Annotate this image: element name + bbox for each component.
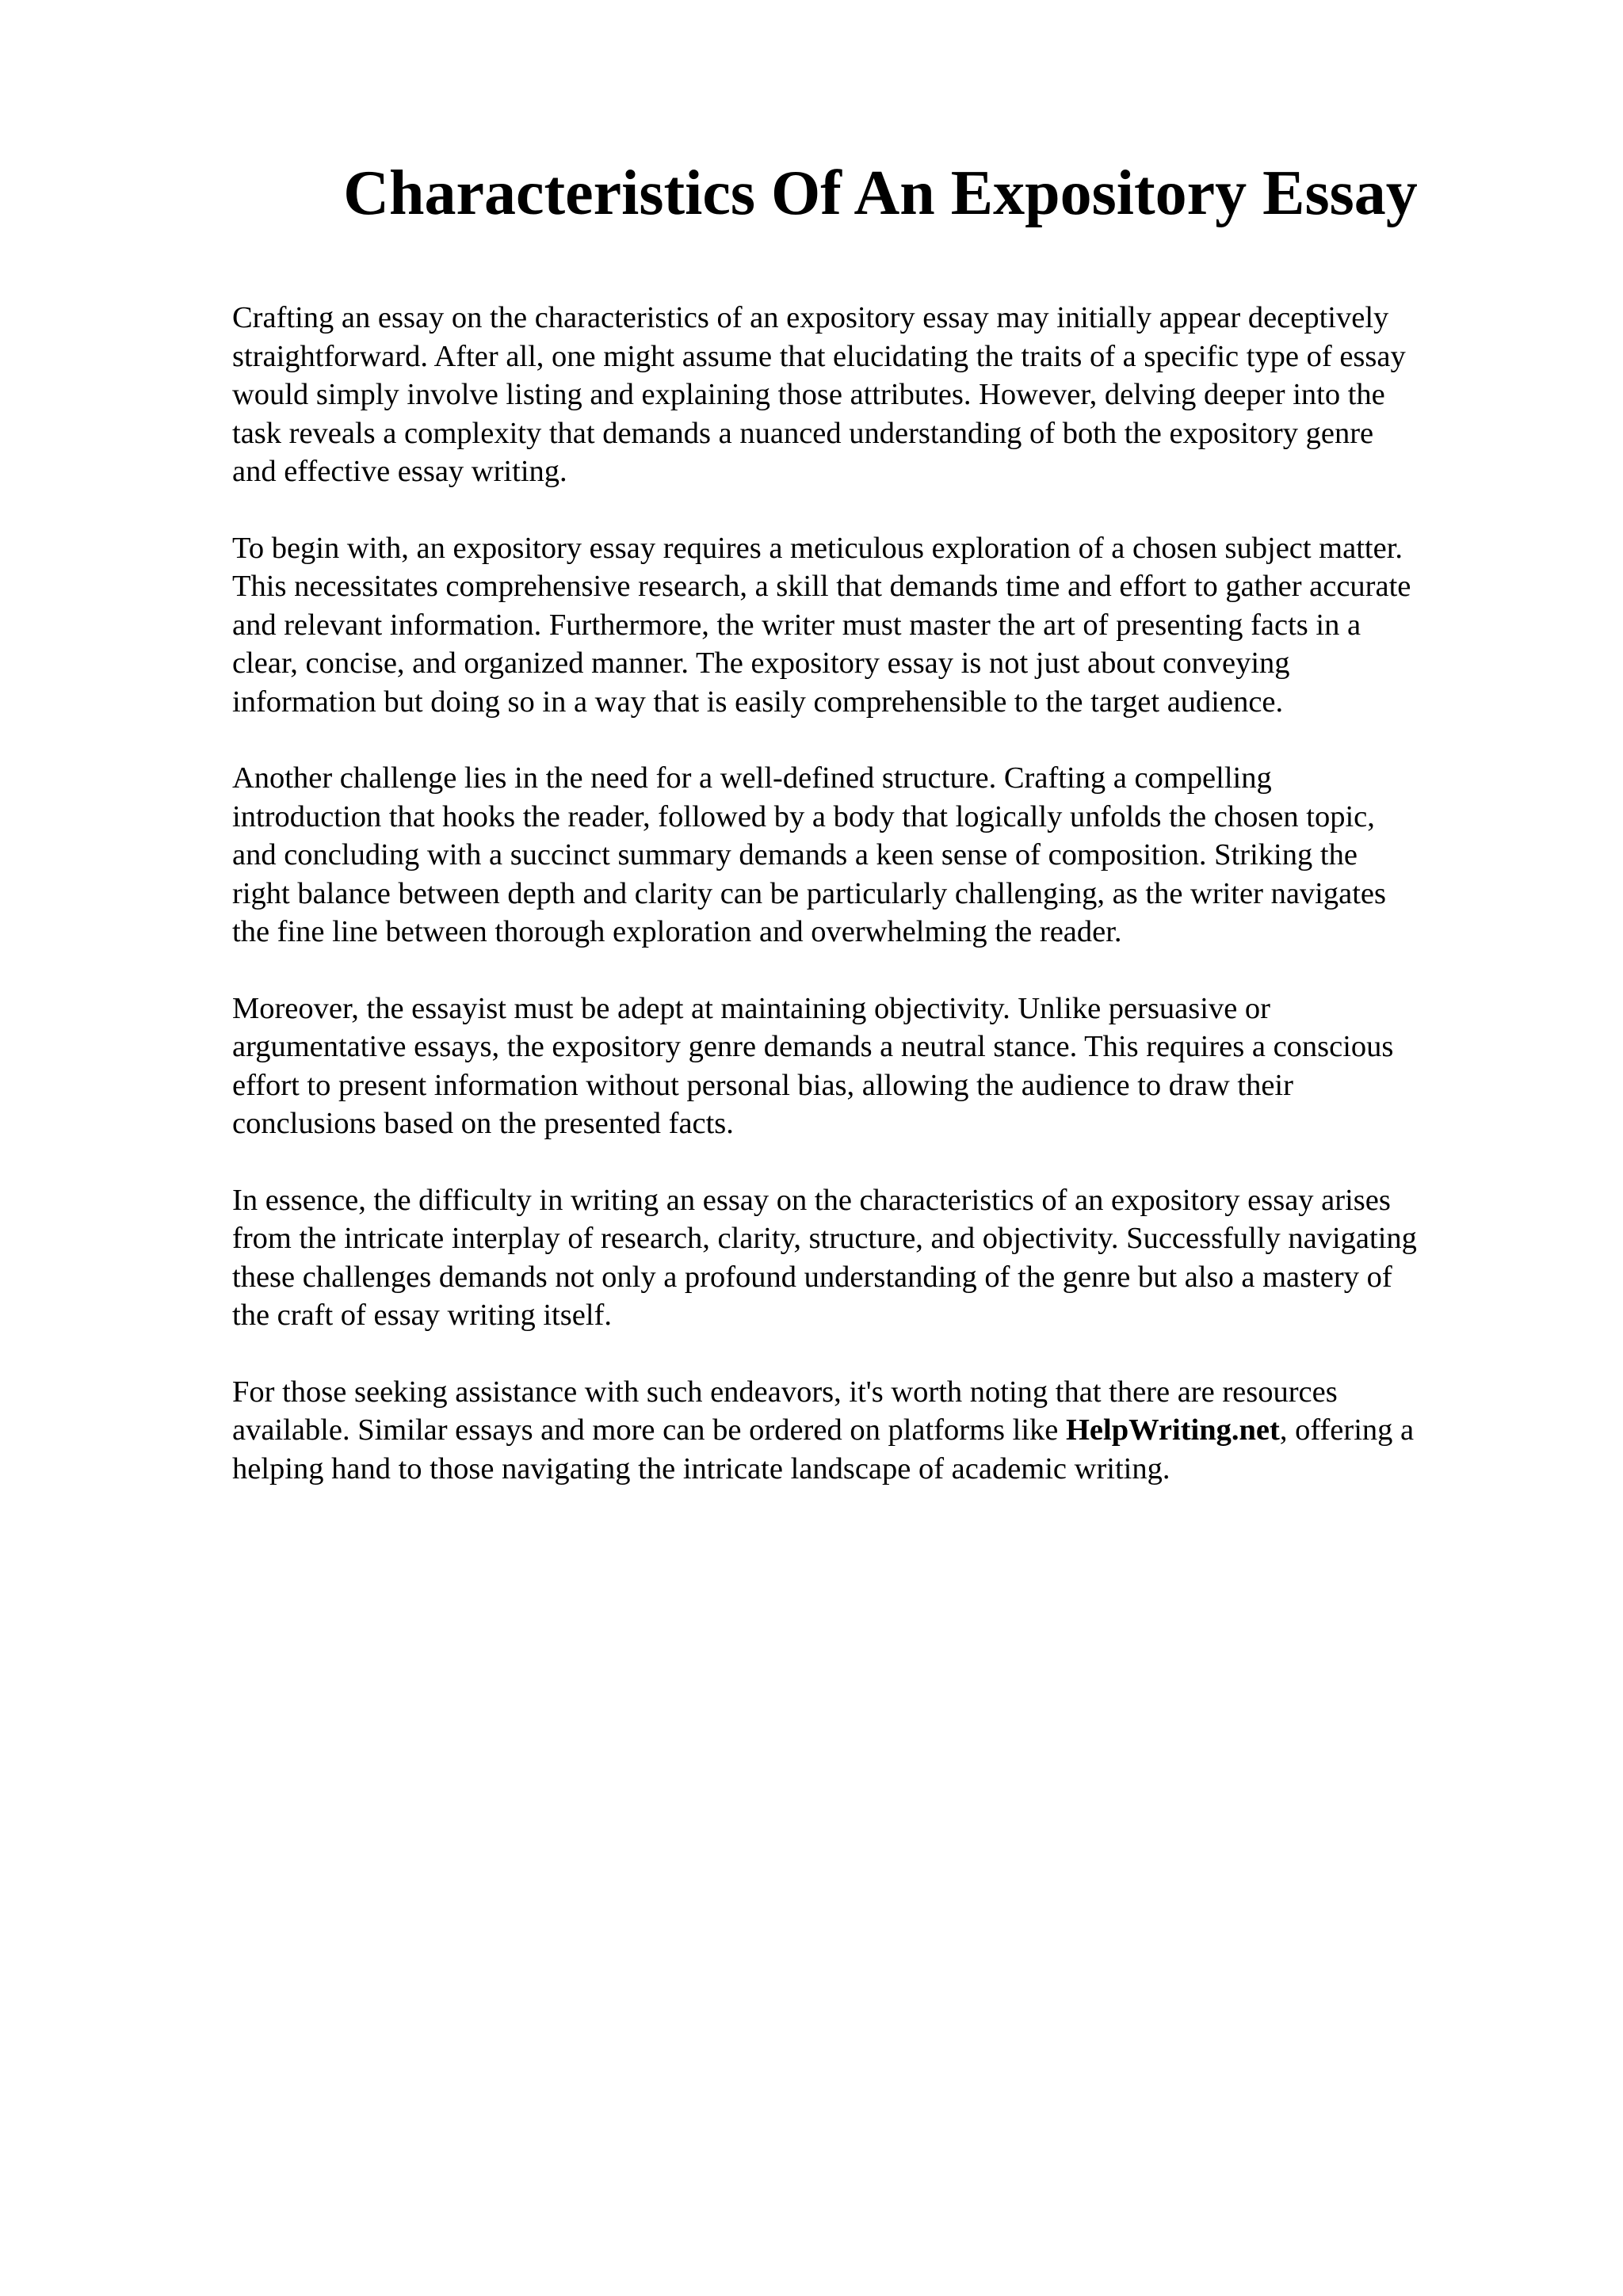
text-line: the craft of essay writing itself. (232, 1299, 612, 1332)
text-line: information but doing so in a way that is easily comprehensible to the target audience. (232, 685, 1284, 719)
paragraph-3 (232, 759, 1532, 952)
text-line: these challenges demands not only a profound understanding of the genre but also a mastery of (232, 1260, 1392, 1294)
text-line: would simply involve listing and explaining those attributes. However, delving deeper into the (232, 378, 1385, 411)
text-line: In essence, the difficulty in writing an essay on the characteristics of an expository essay arises (232, 1183, 1391, 1217)
text-line: clear, concise, and organized manner. The expository essay is not just about conveying (232, 646, 1290, 680)
text-line: and concluding with a succinct summary demands a keen sense of composition. Striking the (232, 838, 1358, 871)
text-line: and effective essay writing. (232, 455, 567, 488)
paragraph-2 (232, 529, 1532, 722)
closing-paragraph (232, 1373, 1532, 1489)
text-line: This necessitates comprehensive research, a skill that demands time and effort to gather accurate (232, 570, 1411, 603)
text-fragment: available. Similar essays and more can be ordered on platforms like (232, 1413, 1066, 1447)
text-line: effort to present information without personal bias, allowing the audience to draw their (232, 1068, 1293, 1102)
text-line: the fine line between thorough exploration and overwhelming the reader. (232, 915, 1122, 948)
document-body (232, 299, 1532, 1526)
document-title: Characteristics Of An Expository Essay (343, 158, 1418, 228)
paragraph-4 (232, 990, 1532, 1143)
text-line: from the intricate interplay of research, clarity, structure, and objectivity. Successfully navigating (232, 1222, 1417, 1255)
paragraph-1 (232, 299, 1532, 491)
text-fragment: , offering a (1279, 1413, 1415, 1447)
text-line: To begin with, an expository essay requires a meticulous exploration of a chosen subject matter. (232, 531, 1403, 565)
paragraph-5 (232, 1181, 1532, 1335)
text-line: and relevant information. Furthermore, the writer must master the art of presenting facts in a (232, 608, 1361, 642)
text-line: Crafting an essay on the characteristics of an expository essay may initially appear deceptively (232, 301, 1389, 334)
text-line: conclusions based on the presented facts. (232, 1107, 734, 1140)
text-line: task reveals a complexity that demands a nuanced understanding of both the expository genre (232, 416, 1374, 450)
helpwriting-brand-link[interactable]: HelpWriting.net (1065, 1413, 1280, 1447)
text-line: Another challenge lies in the need for a well-defined structure. Crafting a compelling (232, 761, 1272, 795)
text-line: argumentative essays, the expository genre demands a neutral stance. This requires a conscious (232, 1030, 1394, 1063)
text-line: helping hand to those navigating the intricate landscape of academic writing. (232, 1451, 1170, 1486)
text-line: right balance between depth and clarity can be particularly challenging, as the writer navigates (232, 876, 1386, 910)
text-line-with-brand (232, 1411, 1532, 1450)
text-line: straightforward. After all, one might assume that elucidating the traits of a specific type of essay (232, 339, 1406, 373)
text-line: Moreover, the essayist must be adept at maintaining objectivity. Unlike persuasive or (232, 991, 1270, 1025)
text-line: For those seeking assistance with such endeavors, it's worth noting that there are resources (232, 1375, 1338, 1409)
text-line: introduction that hooks the reader, followed by a body that logically unfolds the chosen topic, (232, 799, 1375, 833)
